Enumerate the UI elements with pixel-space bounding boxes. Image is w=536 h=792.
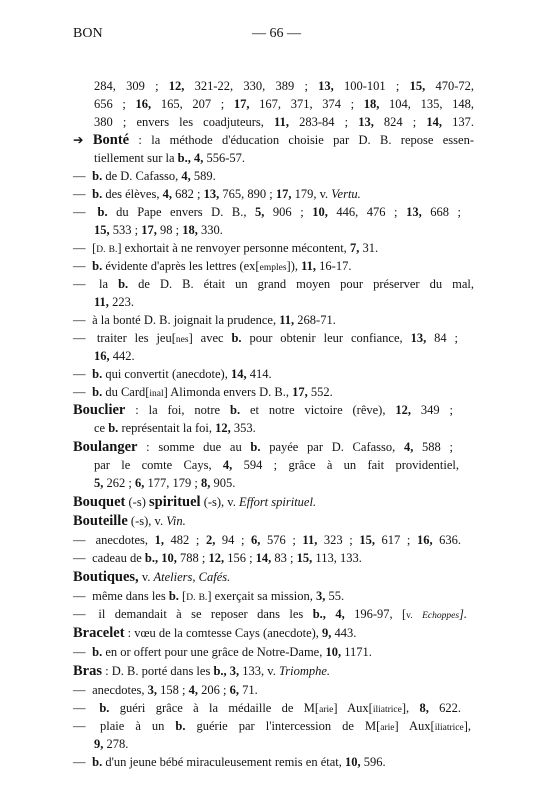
entry-line — [94, 347, 135, 365]
entry-line — [73, 753, 386, 771]
entry-line — [94, 149, 245, 167]
entry-line-text: — b. d'un jeune bébé miraculeusement remis en état, 10, 596. — [73, 755, 386, 769]
entry-line-text: — b. qui convertit (anecdote), 14, 414. — [73, 367, 272, 381]
entry-line — [73, 512, 186, 530]
entry-line — [73, 365, 272, 383]
entry-line-text: 11, 223. — [94, 295, 134, 309]
entry-line — [94, 95, 474, 113]
entry-line-text: — b. de D. Cafasso, 4, 589. — [73, 169, 216, 183]
entry-line-text: — b. du Card[inal] Alimonda envers D. B., 17, 552. — [73, 385, 333, 399]
entry-line-text: — même dans les b. [D. B.] exerçait sa mission, 3, 55. — [73, 589, 345, 603]
entry-line-text: ➔ Bonté : la méthode d'éducation choisie par D. B. repose essen- — [73, 132, 474, 148]
entry-line-text: Bouquet (-s) spirituel (-s), v. Effort spirituel. — [73, 494, 317, 510]
entry-line — [73, 549, 362, 567]
page-number: — 66 — — [252, 26, 301, 41]
entry-line — [73, 681, 258, 699]
entry-line-text: — la b. de D. B. était un grand moyen pour préserver du mal, — [73, 277, 474, 291]
entry-line-text: 284, 309 ; 12, 321-22, 330, 389 ; 13, 100-101 ; 15, 470-72, — [94, 79, 474, 93]
entry-line — [73, 717, 471, 737]
entry-line-text: ce b. représentait la foi, 12, 353. — [94, 421, 256, 435]
entry-line-text: — b. des élèves, 4, 682 ; 13, 765, 890 ; 17, 179, v. Vertu. — [73, 187, 361, 201]
entry-line — [73, 568, 230, 586]
entry-line-text: — anecdotes, 1, 482 ; 2, 94 ; 6, 576 ; 11, 323 ; 15, 617 ; 16, 636. — [73, 533, 462, 547]
entry-line-text: 380 ; envers les coadjuteurs, 11, 283-84 ; 13, 824 ; 14, 137. — [94, 115, 474, 129]
entry-line — [73, 605, 467, 625]
entry-line — [94, 735, 128, 753]
entry-line — [73, 662, 330, 680]
entry-line-text: — traiter les jeu[nes] avec b. pour obtenir leur confiance, 13, 84 ; — [73, 331, 458, 345]
entry-line — [73, 311, 336, 329]
entry-line-text: — b. du Pape envers D. B., 5, 906 ; 10, 446, 476 ; 13, 668 ; — [73, 205, 461, 219]
entry-line-text: Bras : D. B. porté dans les b., 3, 133, v. Triomphe. — [73, 663, 331, 679]
entry-line — [73, 329, 458, 349]
entry-line — [73, 493, 316, 511]
entry-line — [73, 699, 461, 719]
entry-line-text: 9, 278. — [94, 737, 129, 751]
entry-line — [73, 131, 474, 149]
entry-line — [94, 113, 474, 131]
entry-line — [73, 401, 453, 419]
entry-line — [73, 624, 356, 642]
entry-line-text: 15, 533 ; 17, 98 ; 18, 330. — [94, 223, 223, 237]
entry-line — [73, 257, 351, 277]
entry-line-text: Boutiques, v. Ateliers, Cafés. — [73, 569, 231, 585]
entry-line — [94, 456, 459, 474]
entry-line — [73, 185, 361, 203]
entry-line-text: — à la bonté D. B. joignait la prudence, 11, 268-71. — [73, 313, 336, 327]
entry-line — [73, 239, 378, 259]
entry-line — [73, 275, 474, 293]
entry-line-text: Boulanger : somme due au b. payée par D. Cafasso, 4, 588 ; — [73, 439, 453, 455]
entry-line — [73, 203, 461, 221]
entry-line-text: — anecdotes, 3, 158 ; 4, 206 ; 6, 71. — [73, 683, 258, 697]
entry-line-text: — b. en or offert pour une grâce de Notre-Dame, 10, 1171. — [73, 645, 372, 659]
entry-line — [94, 77, 474, 95]
running-head: BON — [73, 26, 103, 41]
entry-line-text: 16, 442. — [94, 349, 135, 363]
entry-line — [73, 643, 372, 661]
entry-line — [94, 293, 134, 311]
entry-line — [94, 419, 256, 437]
entry-line — [94, 474, 235, 492]
entry-line-text: 656 ; 16, 165, 207 ; 17, 167, 371, 374 ; 18, 104, 135, 148, — [94, 97, 474, 111]
entry-line-text: — b. évidente d'après les lettres (ex[emples]), 11, 16-17. — [73, 259, 352, 273]
entry-line-text: — b. guéri grâce à la médaille de M[arie] Aux[iliatrice], 8, 622. — [73, 701, 462, 715]
entry-line-text: par le comte Cays, 4, 594 ; grâce à un fait providentiel, — [94, 458, 459, 472]
entry-line-text: Bouclier : la foi, notre b. et notre victoire (rêve), 12, 349 ; — [73, 402, 453, 418]
entry-line-text: — plaie à un b. guérie par l'intercession de M[arie] Aux[iliatrice], — [73, 719, 472, 733]
entry-line-text: — il demandait à se reposer dans les b., 4, 196-97, [v. Echoppes]. — [73, 607, 468, 621]
entry-line-text: — [D. B.] exhortait à ne renvoyer personne mécontent, 7, 31. — [73, 241, 379, 255]
entry-line — [73, 438, 453, 456]
entry-line-text: Bouteille (-s), v. Vin. — [73, 513, 186, 529]
entry-line — [73, 383, 333, 403]
entry-line — [73, 167, 216, 185]
entry-line-text: tiellement sur la b., 4, 556-57. — [94, 151, 246, 165]
entry-line-text: — cadeau de b., 10, 788 ; 12, 156 ; 14, 83 ; 15, 113, 133. — [73, 551, 362, 565]
entry-line-text: 5, 262 ; 6, 177, 179 ; 8, 905. — [94, 476, 236, 490]
entry-line — [73, 587, 344, 607]
entry-line — [73, 531, 461, 549]
entry-line — [94, 221, 223, 239]
entry-line-text: Bracelet : vœu de la comtesse Cays (anecdote), 9, 443. — [73, 625, 357, 641]
